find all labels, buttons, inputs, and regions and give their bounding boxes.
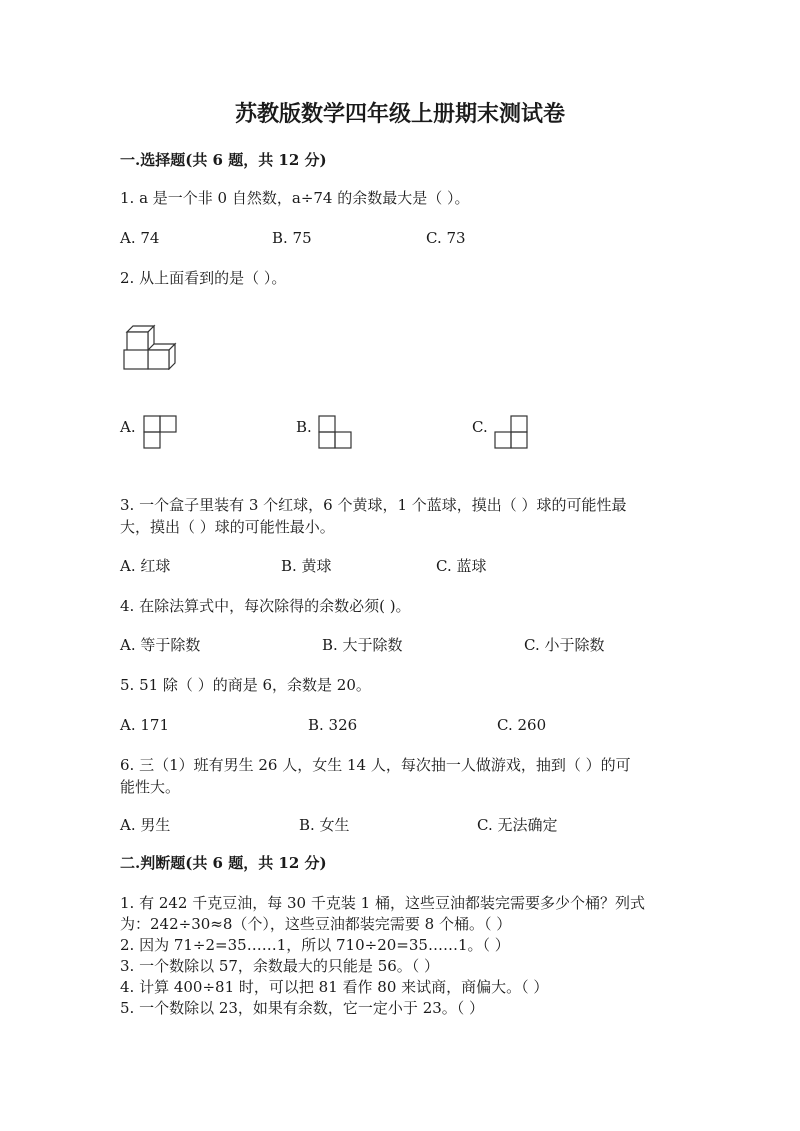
q4-option-a: A. 等于除数 [120, 636, 201, 654]
q6-option-c: C. 无法确定 [477, 816, 558, 834]
q6-option-b: B. 女生 [299, 816, 350, 834]
q2-option-a: A. [120, 418, 136, 436]
q2-option-b: B. [296, 418, 312, 436]
judge-item-line: 4. 计算 400÷81 时，可以把 81 看作 80 来试商，商偏大。（ ） [120, 978, 549, 996]
judge-item-line: 2. 因为 71÷2=35……1，所以 710÷20=35……1。（ ） [120, 936, 510, 954]
q2-option-c-figure [494, 413, 530, 449]
q3-option-a: A. 红球 [120, 557, 171, 575]
q6-option-a: A. 男生 [120, 816, 171, 834]
judge-item-line: 5. 一个数除以 23，如果有余数，它一定小于 23。（ ） [120, 999, 485, 1017]
judge-item-line: 3. 一个数除以 57，余数最大的只能是 56。（ ） [120, 957, 440, 975]
q3-stem-line1: 3. 一个盒子里装有 3 个红球，6 个黄球，1 个蓝球，摸出（ ）球的可能性最 [120, 496, 627, 514]
q2-option-b-figure [318, 413, 354, 449]
q3-option-b: B. 黄球 [281, 557, 332, 575]
section2-heading: 二.判断题(共 6 题，共 12 分) [120, 854, 327, 872]
q5-option-b: B. 326 [308, 716, 358, 734]
q4-stem: 4. 在除法算式中，每次除得的余数必须( )。 [120, 597, 411, 615]
page-title: 苏教版数学四年级上册期末测试卷 [234, 101, 565, 127]
q5-stem: 5. 51 除（ ）的商是 6，余数是 20。 [120, 676, 371, 694]
q4-option-b: B. 大于除数 [322, 636, 403, 654]
q1-option-c: C. 73 [426, 229, 466, 247]
section1-heading: 一.选择题(共 6 题，共 12 分) [120, 151, 327, 169]
q2-cube-figure [118, 320, 182, 370]
q6-stem-line2: 能性大。 [120, 778, 181, 796]
q2-stem: 2. 从上面看到的是（ ）。 [120, 269, 287, 287]
q3-option-c: C. 蓝球 [436, 557, 487, 575]
q6-stem-line1: 6. 三（1）班有男生 26 人，女生 14 人，每次抽一人做游戏，抽到（ ）的可 [120, 756, 631, 774]
q1-stem: 1. a 是一个非 0 自然数，a÷74 的余数最大是（ ）。 [120, 189, 470, 207]
judge-item-line: 1. 有 242 千克豆油，每 30 千克装 1 桶，这些豆油都装完需要多少个桶？列式 [120, 894, 645, 912]
q3-stem-line2: 大，摸出（ ）球的可能性最小。 [120, 518, 335, 536]
q2-option-c: C. [472, 418, 488, 436]
q1-option-b: B. 75 [272, 229, 312, 247]
q2-option-a-figure [143, 413, 179, 449]
q5-option-a: A. 171 [120, 716, 169, 734]
judge-item-line: 为：242÷30≈8（个），这些豆油都装完需要 8 个桶。（ ） [120, 915, 512, 933]
q4-option-c: C. 小于除数 [524, 636, 605, 654]
q5-option-c: C. 260 [497, 716, 547, 734]
q1-option-a: A. 74 [120, 229, 160, 247]
